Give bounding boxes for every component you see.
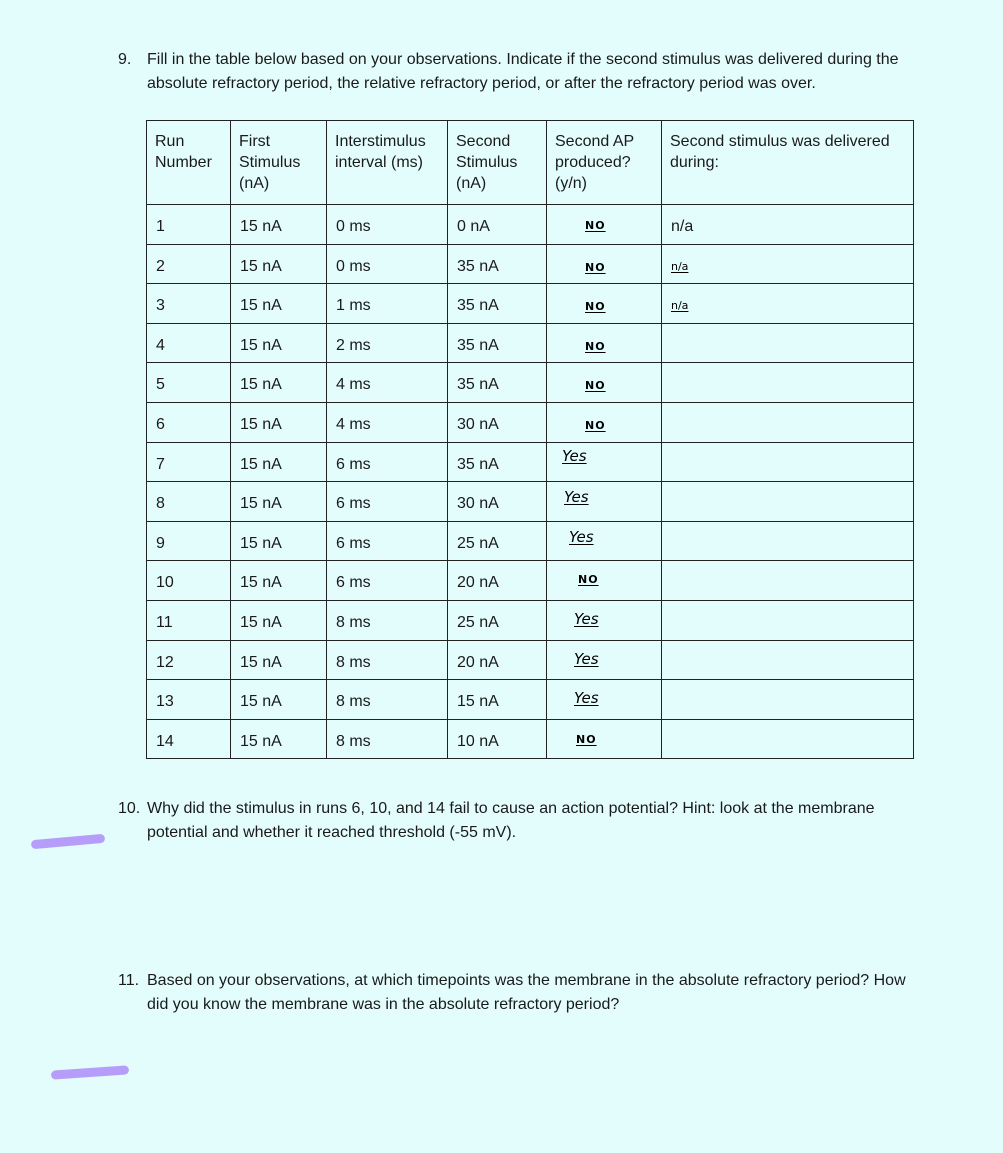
- handwritten-answer: NO: [585, 300, 606, 314]
- second-stimulus-cell: 25 nA: [448, 600, 547, 640]
- question-10-number: 10.: [118, 800, 141, 817]
- first-stimulus-cell: 15 nA: [231, 482, 327, 522]
- handwritten-answer: NO: [576, 732, 597, 746]
- second-stimulus-cell: 20 nA: [448, 640, 547, 680]
- interval-cell: 6 ms: [327, 521, 448, 561]
- delivered-during-cell: [662, 363, 914, 403]
- handwritten-answer: n/a: [671, 259, 689, 273]
- handwritten-answer: n/a: [671, 299, 689, 313]
- second-ap-cell: [547, 600, 662, 640]
- second-ap-cell: [547, 363, 662, 403]
- second-ap-cell: [547, 482, 662, 522]
- second-stimulus-cell: 35 nA: [448, 244, 547, 284]
- delivered-during-cell: [662, 323, 914, 363]
- first-stimulus-cell: 15 nA: [231, 284, 327, 324]
- table-row: [147, 680, 914, 720]
- run-number-cell: 5: [147, 363, 231, 403]
- interval-cell: 8 ms: [327, 719, 448, 759]
- run-number-cell: 6: [147, 402, 231, 442]
- run-number-cell: 13: [147, 680, 231, 720]
- first-stimulus-cell: 15 nA: [231, 205, 327, 245]
- delivered-during-cell: [662, 482, 914, 522]
- header-second-ap: Second AP produced? (y/n): [547, 121, 662, 205]
- table-row: [147, 323, 914, 363]
- header-delivered-during: Second stimulus was delivered during:: [662, 121, 914, 205]
- table-header-row: [147, 121, 914, 205]
- handwritten-answer: NO: [585, 260, 606, 274]
- table-row: [147, 640, 914, 680]
- second-stimulus-cell: 30 nA: [448, 402, 547, 442]
- run-number-cell: 12: [147, 640, 231, 680]
- second-stimulus-cell: 0 nA: [448, 205, 547, 245]
- second-stimulus-cell: 20 nA: [448, 561, 547, 601]
- delivered-during-cell: [662, 521, 914, 561]
- first-stimulus-cell: 15 nA: [231, 521, 327, 561]
- run-number-cell: 14: [147, 719, 231, 759]
- first-stimulus-cell: 15 nA: [231, 323, 327, 363]
- interval-cell: 4 ms: [327, 363, 448, 403]
- observations-table: [146, 120, 914, 759]
- run-number-cell: 7: [147, 442, 231, 482]
- handwritten-answer: Yes: [569, 527, 594, 546]
- first-stimulus-cell: 15 nA: [231, 442, 327, 482]
- run-number-cell: 9: [147, 521, 231, 561]
- handwritten-answer: Yes: [574, 649, 599, 668]
- interval-cell: 8 ms: [327, 600, 448, 640]
- second-ap-cell: [547, 561, 662, 601]
- interval-cell: 6 ms: [327, 561, 448, 601]
- handwritten-answer: NO: [585, 219, 606, 232]
- delivered-during-cell: [662, 719, 914, 759]
- handwritten-answer: Yes: [564, 488, 589, 507]
- first-stimulus-cell: 15 nA: [231, 640, 327, 680]
- table-row: [147, 521, 914, 561]
- interval-cell: 1 ms: [327, 284, 448, 324]
- delivered-during-cell: [662, 442, 914, 482]
- table-row: [147, 363, 914, 403]
- second-ap-cell: [547, 640, 662, 680]
- run-number-cell: 10: [147, 561, 231, 601]
- first-stimulus-cell: 15 nA: [231, 680, 327, 720]
- first-stimulus-cell: 15 nA: [231, 402, 327, 442]
- delivered-during-cell: [662, 600, 914, 640]
- second-stimulus-cell: 15 nA: [448, 680, 547, 720]
- second-ap-cell: [547, 680, 662, 720]
- table-row: [147, 719, 914, 759]
- delivered-during-cell: [662, 402, 914, 442]
- second-stimulus-cell: 35 nA: [448, 284, 547, 324]
- handwritten-answer: NO: [585, 339, 606, 353]
- interval-cell: 0 ms: [327, 244, 448, 284]
- delivered-during-cell: [662, 680, 914, 720]
- handwritten-answer: Yes: [574, 609, 599, 628]
- first-stimulus-cell: 15 nA: [231, 719, 327, 759]
- header-run-number: Run Number: [147, 121, 231, 205]
- handwritten-answer: NO: [578, 573, 599, 587]
- delivered-during-cell: [662, 640, 914, 680]
- table-row: [147, 561, 914, 601]
- second-stimulus-cell: 10 nA: [448, 719, 547, 759]
- handwritten-answer: NO: [585, 379, 606, 393]
- second-ap-cell: [547, 244, 662, 284]
- second-ap-cell: [547, 402, 662, 442]
- interval-cell: 8 ms: [327, 680, 448, 720]
- run-number-cell: 1: [147, 205, 231, 245]
- second-stimulus-cell: 25 nA: [448, 521, 547, 561]
- first-stimulus-cell: 15 nA: [231, 363, 327, 403]
- delivered-during-cell: [662, 284, 914, 324]
- interval-cell: 2 ms: [327, 323, 448, 363]
- run-number-cell: 11: [147, 600, 231, 640]
- table-row: [147, 402, 914, 442]
- question-9-number: 9.: [118, 51, 132, 68]
- first-stimulus-cell: 15 nA: [231, 561, 327, 601]
- header-first-stimulus: First Stimulus (nA): [231, 121, 327, 205]
- run-number-cell: 4: [147, 323, 231, 363]
- question-9-text: Fill in the table below based on your observations. Indicate if the second stimulus was delivered during the absolute refractory period, the relative refractory period, or after the refractory period was over.: [147, 51, 899, 92]
- question-11-number: 11.: [118, 972, 140, 989]
- interval-cell: 6 ms: [327, 482, 448, 522]
- interval-cell: 0 ms: [327, 205, 448, 245]
- header-second-stimulus: Second Stimulus (nA): [448, 121, 547, 205]
- table-row: [147, 600, 914, 640]
- second-ap-cell: [547, 205, 662, 245]
- table-row: [147, 284, 914, 324]
- handwritten-answer: NO: [585, 418, 606, 432]
- run-number-cell: 2: [147, 244, 231, 284]
- question-10-text: Why did the stimulus in runs 6, 10, and 14 fail to cause an action potential? Hint: look at the membrane potential and whether it reached threshold (-55 mV).: [147, 800, 875, 841]
- table-row: [147, 244, 914, 284]
- second-stimulus-cell: 35 nA: [448, 363, 547, 403]
- second-ap-cell: [547, 323, 662, 363]
- handwritten-answer: Yes: [562, 446, 587, 465]
- highlighter-mark-q11: [51, 1065, 129, 1079]
- delivered-during-cell: [662, 244, 914, 284]
- first-stimulus-cell: 15 nA: [231, 244, 327, 284]
- table-row: [147, 482, 914, 522]
- delivered-during-cell: n/a: [662, 205, 914, 245]
- second-stimulus-cell: 35 nA: [448, 323, 547, 363]
- second-stimulus-cell: 30 nA: [448, 482, 547, 522]
- table-row: [147, 205, 914, 245]
- handwritten-answer: Yes: [574, 689, 599, 708]
- run-number-cell: 8: [147, 482, 231, 522]
- interval-cell: 6 ms: [327, 442, 448, 482]
- second-ap-cell: [547, 284, 662, 324]
- first-stimulus-cell: 15 nA: [231, 600, 327, 640]
- second-ap-cell: [547, 442, 662, 482]
- interval-cell: 8 ms: [327, 640, 448, 680]
- interval-cell: 4 ms: [327, 402, 448, 442]
- table-row: [147, 442, 914, 482]
- second-ap-cell: [547, 719, 662, 759]
- highlighter-mark-q10: [31, 834, 106, 849]
- second-stimulus-cell: 35 nA: [448, 442, 547, 482]
- delivered-during-cell: [662, 561, 914, 601]
- run-number-cell: 3: [147, 284, 231, 324]
- question-11-text: Based on your observations, at which timepoints was the membrane in the absolute refractory period? How did you know the membrane was in the absolute refractory period?: [147, 972, 906, 1013]
- header-interstimulus-interval: Interstimulus interval (ms): [327, 121, 448, 205]
- second-ap-cell: [547, 521, 662, 561]
